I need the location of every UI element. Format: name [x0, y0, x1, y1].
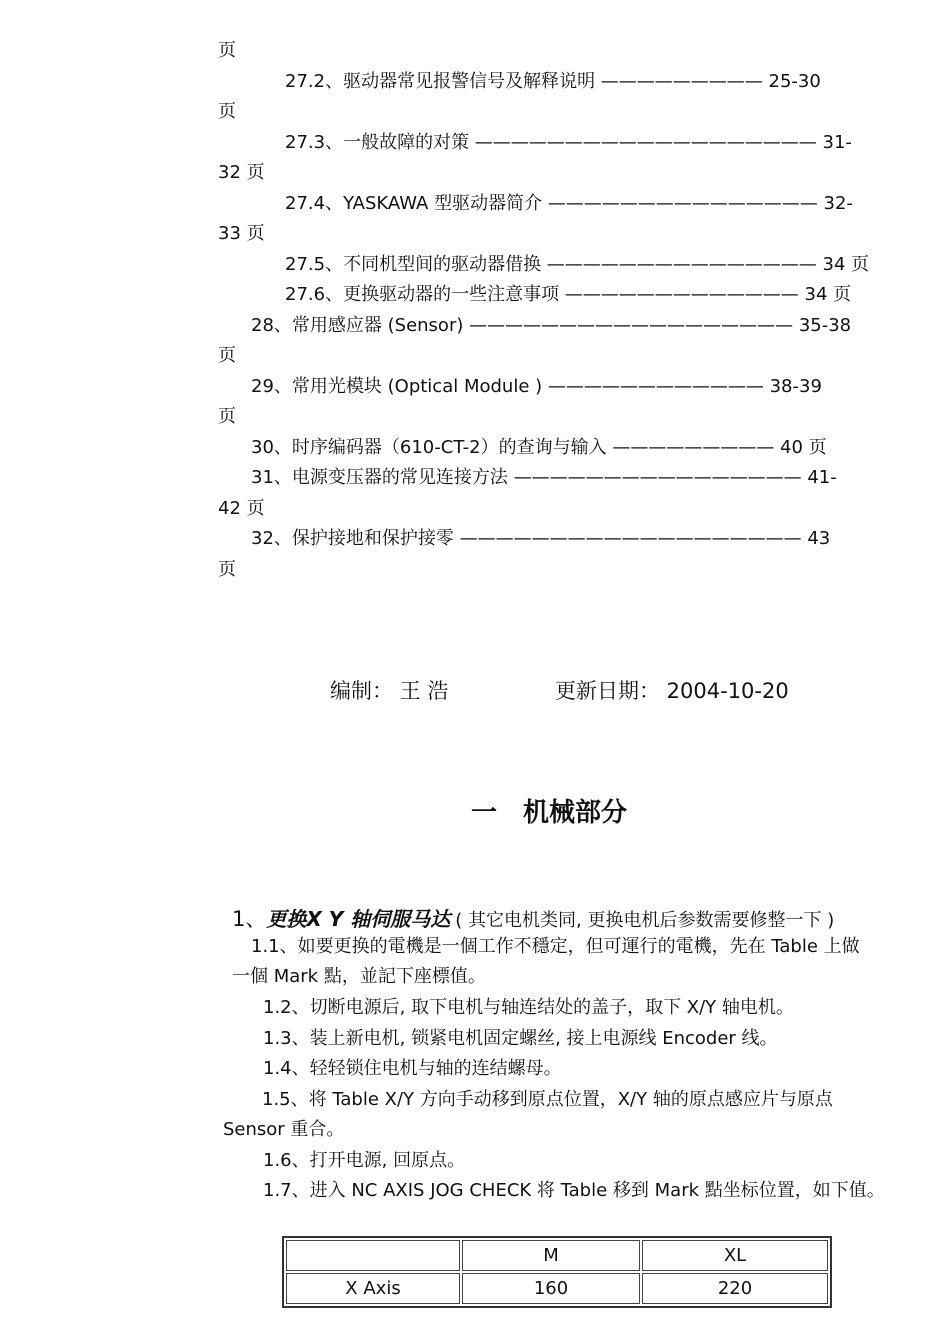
- toc-line: 27.3、一般故障的对策 ——————————————————— 31-: [285, 132, 852, 153]
- toc-line: 页: [218, 40, 236, 61]
- table-cell: X Axis: [286, 1273, 460, 1304]
- step-line: 1.1、如要更换的電機是一個工作不穩定，但可運行的電機，先在 Table 上做: [251, 936, 860, 957]
- toc-line: 32、保护接地和保护接零 ——————————————————— 43: [251, 528, 831, 549]
- editor-credit: 编制： 王 浩: [330, 679, 449, 703]
- step-line: 1.5、将 Table X/Y 方向手动移到原点位置，X/Y 轴的原点感应片与原点: [262, 1089, 833, 1110]
- section-title: 更换X Y 轴伺服马达: [266, 907, 451, 931]
- toc-line: 27.6、更换驱动器的一些注意事项 ————————————— 34 页: [285, 284, 852, 305]
- toc-line: 30、时序编码器（610-CT-2）的查询与输入 ————————— 40 页: [251, 437, 827, 458]
- step-line: 一個 Mark 點，並記下座標值。: [232, 966, 486, 987]
- toc-line: 29、常用光模块 (Optical Module ) ———————————— 38-39: [251, 376, 822, 397]
- section-note: ( 其它电机类同, 更换电机后参数需要修整一下 ): [455, 910, 835, 931]
- table-row: [286, 1273, 828, 1304]
- toc-line: 42 页: [218, 498, 265, 519]
- toc-line: 页: [218, 559, 236, 580]
- step-line: 1.6、打开电源, 回原点。: [263, 1150, 466, 1171]
- mark-coordinate-table: [282, 1236, 832, 1308]
- toc-line: 页: [218, 345, 236, 366]
- step-line: 1.7、进入 NC AXIS JOG CHECK 将 Table 移到 Mark 點坐标位置，如下值。: [263, 1180, 885, 1201]
- step-line: 1.2、切断电源后, 取下电机与轴连结处的盖子，取下 X/Y 轴电机。: [263, 997, 794, 1018]
- table-cell: 220: [642, 1273, 828, 1304]
- table-header-cell: M: [462, 1240, 640, 1271]
- toc-line: 27.2、驱动器常见报警信号及解释说明 ————————— 25-30: [285, 71, 821, 92]
- table-header-cell: [286, 1240, 460, 1271]
- update-date: 更新日期： 2004-10-20: [555, 679, 789, 703]
- toc-line: 31、电源变压器的常见连接方法 ———————————————— 41-: [251, 467, 837, 488]
- step-line: Sensor 重合。: [223, 1119, 345, 1140]
- table-cell: 160: [462, 1273, 640, 1304]
- toc-line: 27.5、不同机型间的驱动器借换 ——————————————— 34 页: [285, 254, 870, 275]
- section-heading: [232, 905, 834, 935]
- toc-line: 页: [218, 101, 236, 122]
- chapter-title: 机械部分: [523, 798, 628, 828]
- chapter-heading: [471, 796, 627, 830]
- toc-line: 33 页: [218, 223, 265, 244]
- table-header-row: [286, 1240, 828, 1271]
- toc-line: 27.4、YASKAWA 型驱动器简介 ——————————————— 32-: [285, 193, 853, 214]
- step-line: 1.4、轻轻锁住电机与轴的连结螺母。: [263, 1058, 562, 1079]
- table-header-cell: XL: [642, 1240, 828, 1271]
- toc-line: 页: [218, 406, 236, 427]
- toc-line: 32 页: [218, 162, 265, 183]
- chapter-number: 一: [471, 798, 498, 828]
- toc-line: 28、常用感应器 (Sensor) —————————————————— 35-38: [251, 315, 852, 336]
- section-number: 1、: [232, 907, 267, 931]
- step-line: 1.3、装上新电机, 锁紧电机固定螺丝, 接上电源线 Encoder 线。: [263, 1028, 778, 1049]
